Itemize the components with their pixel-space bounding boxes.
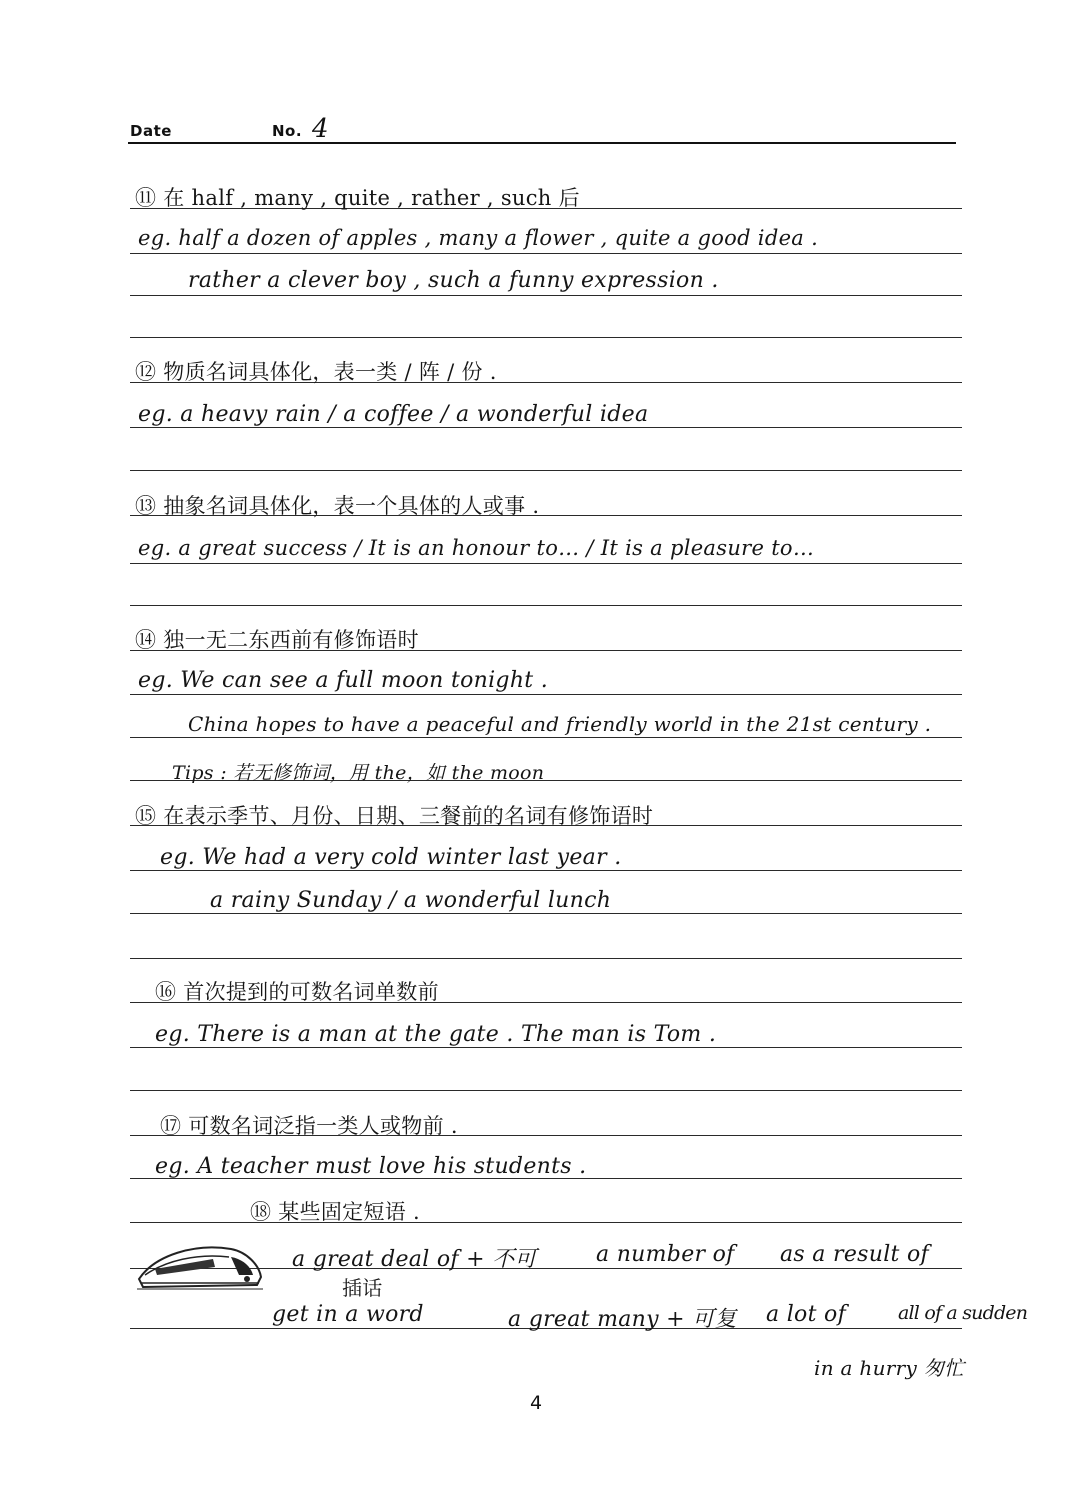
phrase: as a result of [780, 1242, 929, 1267]
example-line: eg. We had a very cold winter last year . [160, 845, 622, 870]
phrase: all of a sudden [898, 1302, 1028, 1324]
page-number: 4 [530, 1392, 543, 1414]
no-label: No. [272, 122, 303, 140]
phrase: a lot of [766, 1302, 847, 1327]
rule-11-heading: ⑪ 在 half , many , quite , rather , such 后 [135, 186, 580, 210]
phrase-note: 插话 [342, 1276, 383, 1300]
rule-13-heading: ⑬ 抽象名词具体化，表一个具体的人或事 . [135, 494, 540, 518]
rule-17-heading: ⑰ 可数名词泛指一类人或物前 . [160, 1114, 458, 1138]
ruled-line [130, 958, 962, 959]
ruled-line [130, 295, 962, 296]
phrase: a number of [596, 1242, 735, 1267]
header-rule [128, 142, 956, 144]
phrase: a great many + 可复 [508, 1307, 737, 1332]
ruled-line [130, 694, 962, 695]
page-no-value: 4 [312, 114, 329, 144]
rule-18-heading: ⑱ 某些固定短语 . [250, 1200, 421, 1224]
ruled-line [130, 253, 962, 254]
ruled-line [130, 470, 962, 471]
example-line: eg. We can see a full moon tonight . [138, 668, 549, 693]
phrase: get in a word [272, 1302, 424, 1327]
rule-15-heading: ⑮ 在表示季节、月份、日期、三餐前的名词有修饰语时 [135, 804, 654, 828]
phrase: a great deal of + 不可 [292, 1247, 537, 1272]
ruled-line [130, 427, 962, 428]
example-line: China hopes to have a peaceful and friendly world in the 21st century . [188, 712, 932, 736]
phrase: in a hurry 匆忙 [814, 1356, 965, 1380]
ruled-line [130, 605, 962, 606]
tips-line: Tips : 若无修饰词，用 the，如 the moon [172, 762, 545, 784]
ruled-line [130, 913, 962, 914]
example-line: eg. A teacher must love his students . [155, 1154, 587, 1179]
rule-12-heading: ⑫ 物质名词具体化，表一类 / 阵 / 份 . [135, 360, 497, 384]
example-line: eg. a great success / It is an honour to… / It is a pleasure to… [138, 536, 815, 560]
train-sketch-icon [135, 1235, 265, 1295]
example-line: a rainy Sunday / a wonderful lunch [210, 888, 612, 913]
ruled-line [130, 563, 962, 564]
example-line: rather a clever boy , such a funny expression . [188, 268, 719, 293]
ruled-line [130, 1090, 962, 1091]
ruled-line [130, 337, 962, 338]
rule-16-heading: ⑯ 首次提到的可数名词单数前 [155, 980, 439, 1004]
example-line: eg. half a dozen of apples , many a flower , quite a good idea . [138, 226, 819, 250]
example-line: eg. a heavy rain / a coffee / a wonderful idea [138, 402, 649, 427]
example-line: eg. There is a man at the gate . The man is Tom . [155, 1022, 717, 1047]
date-label: Date [130, 122, 172, 140]
ruled-line [130, 737, 962, 738]
ruled-line [130, 1047, 962, 1048]
rule-14-heading: ⑭ 独一无二东西前有修饰语时 [135, 628, 419, 652]
ruled-line [130, 870, 962, 871]
